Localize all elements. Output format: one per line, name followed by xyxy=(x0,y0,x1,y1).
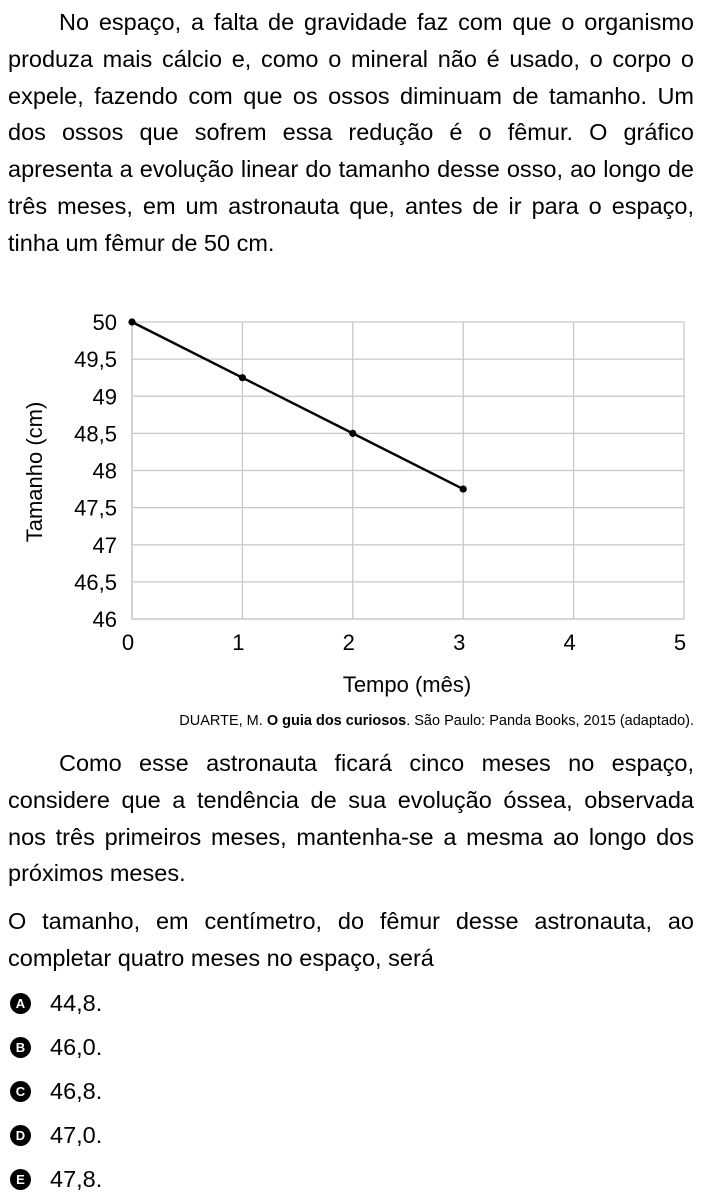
x-axis-label: Tempo (mês) xyxy=(342,672,472,697)
option-b-text: 46,0. xyxy=(50,1033,103,1060)
y-tick-label: 49 xyxy=(92,384,117,410)
y-tick-labels xyxy=(74,310,117,632)
option-d-letter-icon: D xyxy=(10,1125,31,1146)
data-point xyxy=(460,485,467,492)
option-a[interactable] xyxy=(10,981,102,1025)
x-tick-label: 4 xyxy=(563,630,576,655)
y-axis-label: Tamanho (cm) xyxy=(22,401,47,543)
x-tick-label: 5 xyxy=(673,630,687,655)
y-tick-label: 46,5 xyxy=(74,569,117,595)
option-b-letter-icon: B xyxy=(10,1037,31,1058)
x-tick-label: 3 xyxy=(453,630,466,655)
x-tick-label: 2 xyxy=(342,630,355,655)
source-citation xyxy=(179,712,694,730)
option-d[interactable] xyxy=(10,1113,102,1157)
x-tick-labels xyxy=(122,630,686,655)
option-c-letter-icon: C xyxy=(10,1081,31,1102)
y-tick-label: 47 xyxy=(92,532,117,558)
question-paragraph: O tamanho, em centímetro, do fêmur desse astronauta, ao completar quatro meses no espaço, será xyxy=(8,908,694,971)
data-point xyxy=(239,374,246,381)
option-e-text: 47,8. xyxy=(50,1165,103,1192)
x-tick-label: 1 xyxy=(232,630,245,655)
intro-paragraph: No espaço, a falta de gravidade faz com que o organismo produza mais cálcio e, como o mineral não é usado, o corpo o expele, fazendo com que os ossos diminuam de tamanho. Um dos ossos que sofrem essa redução é o fêmur. O gráfico apresenta a evolução linear do tamanho desse osso, ao longo de três meses, em um astronauta que, antes de ir para o espaço, tinha um fêmur de 50 cm. xyxy=(8,9,694,256)
option-e[interactable] xyxy=(10,1157,102,1201)
source-title: O guia dos curiosos xyxy=(266,713,407,729)
y-tick-label: 49,5 xyxy=(74,347,117,373)
option-d-text: 47,0. xyxy=(50,1121,103,1148)
source-author: DUARTE, M. xyxy=(179,713,267,729)
y-tick-label: 47,5 xyxy=(74,495,117,521)
data-point xyxy=(349,430,356,437)
x-tick-label: 0 xyxy=(121,630,135,655)
option-c[interactable] xyxy=(10,1069,102,1113)
answer-options xyxy=(10,981,102,1201)
y-tick-label: 46 xyxy=(92,607,117,632)
option-e-letter-icon: E xyxy=(10,1169,31,1190)
data-point xyxy=(128,318,135,325)
option-b[interactable] xyxy=(10,1025,102,1069)
chart-grid xyxy=(132,322,684,619)
option-a-text: 44,8. xyxy=(50,989,103,1016)
y-tick-label: 48,5 xyxy=(74,421,117,447)
option-a-letter-icon: A xyxy=(10,993,31,1014)
y-tick-label: 48 xyxy=(92,458,117,484)
context-paragraph: Como esse astronauta ficará cinco meses no espaço, considere que a tendência de sua evolução óssea, observada nos três primeiros meses, mantenha-se a mesma ao longo dos próximos meses. xyxy=(8,750,694,887)
y-tick-label: 50 xyxy=(92,310,117,335)
source-rest: . São Paulo: Panda Books, 2015 (adaptado). xyxy=(406,713,694,729)
option-c-text: 46,8. xyxy=(50,1077,103,1104)
femur-line-chart xyxy=(0,300,702,710)
series-line xyxy=(132,322,463,489)
